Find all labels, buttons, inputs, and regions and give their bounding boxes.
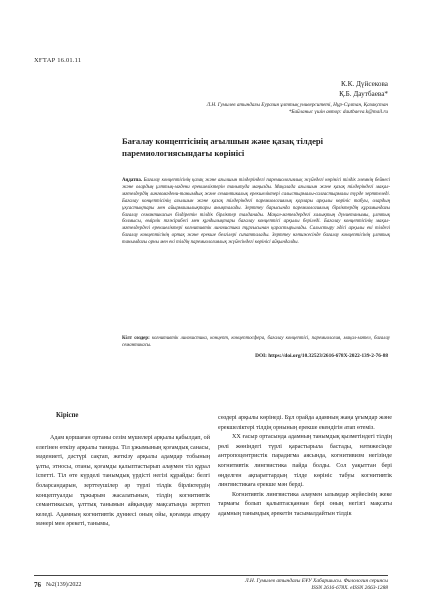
page-number: 76 [34,581,41,589]
issue-number: №2(139)/2022 [46,582,82,588]
keywords-label: Кілт сөздер: [122,336,150,341]
udc-code: ХҒТАР 16.01.11 [34,57,82,64]
affiliation-contact: *Байланыс үшін автор: dautbaeva.k@mail.ru [288,109,388,115]
abstract-text: Бағалау концептісінің қазақ және ағылшын тілдеріндегі паремиологиялық жүйедегі көрінісі тілдік әлемнің бейнесі және олардың ұлттық-мәдени ерекшеліктерін танытуда маңызды. Мақалада ағылшын және қазақ тілдеріндегі мақал-мәтелдердің лингвомәдени-танымдық және семантикалық ерекшеліктері салыстырмалы-салғастырмалы түрде зерттеледі. Бағалау концептісінің ағылшын және қазақ тілдеріндегі паремиологиялық қорлары арқылы көрініс табуы, олардың ұқсастықтары мен айырмашылықтары анықталады. Зерттеу барысында паремиологиялық бірліктердің құрамындағы бағалау семантикасын білдіретін тілдік бірліктер талданады. Мақал-мәтелдердегі халықтың дүниетанымы, ұлттық болмысы, өмірлік тәжірибесі мен құндылықтары бағалау концептісі арқылы беріледі. Бағалау концептісінің мақал-мәтелдердегі ерекшеліктері когнитивтік лингвистика тұрғысынан қарастырылады. Салыстыру әдісі арқылы екі тілдегі бағалау концептісінің ортақ және ерекше белгілері сипатталады. Зерттеу нәтижесінде бағалау концептісінің ұлттық танымдағы орны мен екі тілдің паремиологиялық жүйесіндегі көрінісі айқындалды. [122,178,390,246]
keywords [122,336,390,350]
keywords-text: когнитивтік лингвистика, концепт, концептосфера, бағалау концептісі, паремиология, мақал-мәтел, бағалау семантикасы. [122,336,390,348]
body-column-left [36,412,210,530]
body-paragraph: Когнитивтік лингвистика алаумен ылымдар жүйесінің жеке тармағы болып қалыптасқаннан бері оның негізгі мақсаты адамның танымдық әрекетін тасымалдайтын тілдік [218,491,392,517]
body-column-right [218,414,392,520]
abstract [122,178,390,247]
author-name: К.К. Дүйсекова [341,80,388,88]
body-paragraph: ХХ ғасыр ортасында адамның танымдық қызметіндегі тілдің рөлі жөніндегі түрлі қарастырыла бастады, нәтижесінде антропоцентристік парадигма аясында, когнитивизм негізінде когнитивтік лингвистика пайда болды. Сол уақыттан бері өңделген ақпараттардың тілде көрініс табуы когнитивтік лингвистикаға ерекше мән берді. [218,434,392,489]
section-heading: Кіріспе [56,412,79,419]
author-name: Қ.Б. Даутбаева* [339,90,388,98]
affiliation-institution: Л.Н. Гумилев атындағы Еуразия ұлттық университеті, Нұр-Сұлтан, Қазақстан [206,102,388,108]
author-list [339,79,388,99]
doi-link[interactable]: DOI: https://doi.org/10.32523/2616-678X-2022-139-2-76-88 [255,353,388,359]
abstract-label: Аңдатпа. [122,178,143,183]
journal-info [245,578,388,592]
affiliation [128,102,388,116]
journal-name: Л.Н. Гумилев атындағы ЕҰУ Хабаршысы. Филология сериясы [244,578,388,584]
footer-divider [34,575,388,576]
body-paragraph: Адам қоршаған ортаны сезім мүшелері арқылы қабылдап, ой елегінен өткізу арқылы таниды. Тіл ұжымының қоғамдық санасы, мәдениеті, дәстүрі сақтап, жеткізу арқылы адамдар тобының ұлты, этносы, отаны, қоғамды қалыптастырып алаумен тіл құрал іспетті. Тіл өте күрделі танымдық үрдісті негізі құрайды: белгі боларсандарын, зерттеушілер әр түрлі тілдік бірліктердің концептуалды тұжырым жасалатынын, тілдің когнитивтік семантикасын, ұлттық танымын айқындау мақсатында зерттеп келеді. Адамның когнитивтік дүниесі оның ойы, қоғамда атқару мәнері мен әрекеті, танымы, [36,435,210,528]
journal-issn: ISSN 2616-678X. eISSN 2663-1288 [311,585,388,591]
article-title: Бағалау концептісінің ағылшын және қазақ тілдері паремиологиясындағы көрінісі [122,136,324,158]
body-paragraph: сөздері арқылы көрінеді. Бұл орайда адамның жаңа ұғымдар және ерекшеліктері тілдің орнының ерекше екендігін атап өтеміз. [218,415,392,431]
